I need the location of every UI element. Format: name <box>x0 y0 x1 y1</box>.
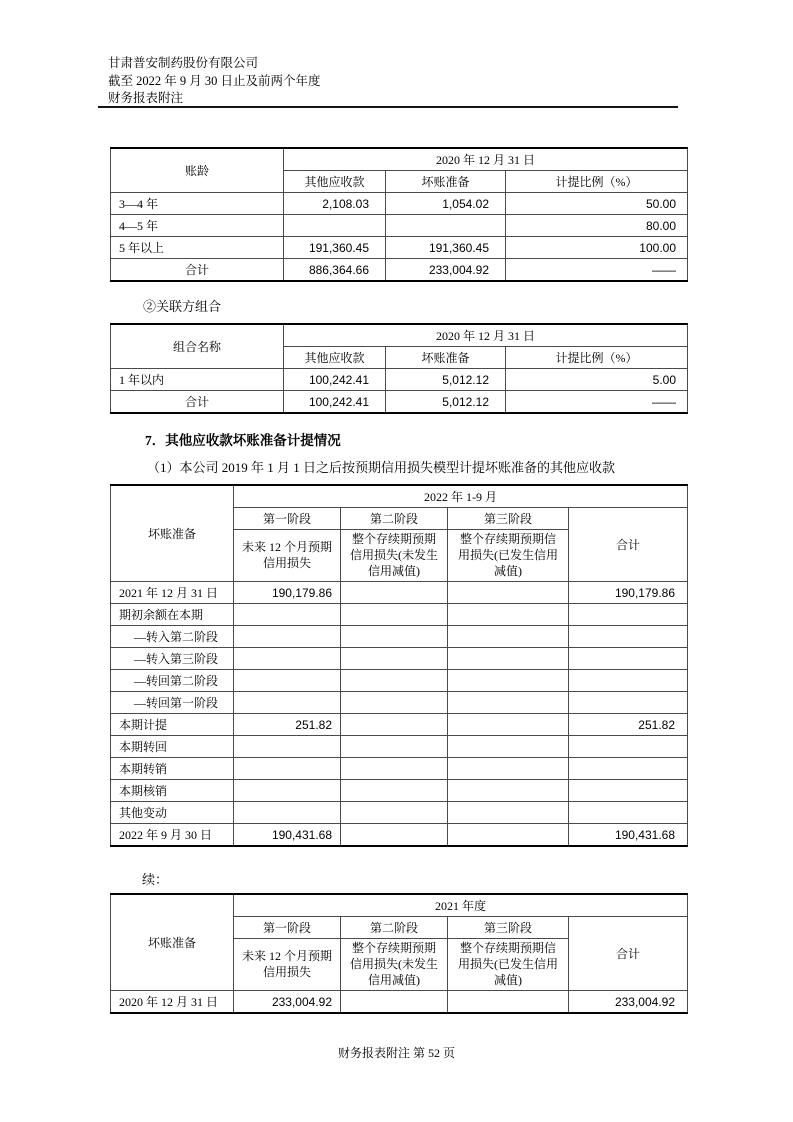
document-header <box>108 55 321 108</box>
stage-description: 未来 12 个月预期信用损失 <box>234 530 341 582</box>
value-cell <box>448 714 569 736</box>
value-cell <box>569 626 688 648</box>
value-cell: 191,360.45 <box>386 237 506 259</box>
value-cell <box>341 802 448 824</box>
table-row <box>111 802 688 824</box>
value-cell <box>448 780 569 802</box>
value-cell: 1,054.02 <box>386 193 506 215</box>
table-row <box>111 692 688 714</box>
table-row <box>111 582 688 604</box>
value-cell <box>341 670 448 692</box>
value-cell <box>234 802 341 824</box>
value-cell <box>448 692 569 714</box>
table-row <box>111 215 688 237</box>
date-header: 2020 年 12 月 31 日 <box>284 148 688 171</box>
column-header: 计提比例（%） <box>506 171 688 193</box>
row-label: 5 年以上 <box>111 237 284 259</box>
stage-description: 整个存续期预期信用损失(已发生信用减值) <box>448 939 569 991</box>
value-cell <box>448 626 569 648</box>
stage-description: 整个存续期预期信用损失(未发生信用减值) <box>341 530 448 582</box>
value-cell <box>448 991 569 1014</box>
row-label: 4—5 年 <box>111 215 284 237</box>
row-label: —转回第一阶段 <box>111 692 234 714</box>
value-cell <box>569 604 688 626</box>
row-label: —转入第二阶段 <box>111 626 234 648</box>
value-cell <box>448 648 569 670</box>
value-cell <box>341 758 448 780</box>
value-cell <box>569 802 688 824</box>
value-cell <box>234 648 341 670</box>
value-cell <box>341 824 448 847</box>
document-title: 财务报表附注 <box>108 91 184 105</box>
table-header-row <box>111 485 688 508</box>
period-header: 2022 年 1-9 月 <box>234 485 688 508</box>
value-cell <box>234 780 341 802</box>
value-cell: 886,364.66 <box>284 259 386 282</box>
table-row <box>111 758 688 780</box>
value-cell <box>386 215 506 237</box>
value-cell <box>448 802 569 824</box>
related-party-heading: ②关联方组合 <box>143 299 222 314</box>
value-cell <box>234 670 341 692</box>
value-cell: 50.00 <box>506 193 688 215</box>
stage-description: 未来 12 个月预期信用损失 <box>234 939 341 991</box>
value-cell <box>569 670 688 692</box>
row-label: 本期转回 <box>111 736 234 758</box>
total-header: 合计 <box>569 917 688 991</box>
reporting-period: 截至 2022 年 9 月 30 日止及前两个年度 <box>108 73 321 88</box>
portfolio-table <box>110 323 688 414</box>
value-cell <box>448 582 569 604</box>
row-label: 本期计提 <box>111 714 234 736</box>
stage-header: 第一阶段 <box>234 917 341 939</box>
value-cell: 5,012.12 <box>386 369 506 391</box>
value-cell: 80.00 <box>506 215 688 237</box>
company-name: 甘肃普安制药股份有限公司 <box>108 56 259 70</box>
value-cell: 251.82 <box>569 714 688 736</box>
total-label: 合计 <box>111 259 284 282</box>
row-label: 期初余额在本期 <box>111 604 234 626</box>
table-total-row <box>111 259 688 282</box>
value-cell <box>569 648 688 670</box>
table-row <box>111 626 688 648</box>
table-header-row <box>111 324 688 347</box>
column-header: 其他应收款 <box>284 171 386 193</box>
stage-description: 整个存续期预期信用损失(未发生信用减值) <box>341 939 448 991</box>
value-cell: 100,242.41 <box>284 391 386 414</box>
value-cell: 190,431.68 <box>234 824 341 847</box>
period-header: 2021 年度 <box>234 894 688 917</box>
value-cell <box>341 991 448 1014</box>
page-footer: 财务报表附注 第 52 页 <box>337 1046 455 1060</box>
row-label: 1 年以内 <box>111 369 284 391</box>
row-label: 2022 年 9 月 30 日 <box>111 824 234 847</box>
table-row <box>111 670 688 692</box>
value-cell <box>341 582 448 604</box>
column-header: 其他应收款 <box>284 347 386 369</box>
value-cell <box>341 780 448 802</box>
value-cell <box>234 758 341 780</box>
value-cell <box>448 670 569 692</box>
value-cell <box>341 692 448 714</box>
value-cell: —— <box>506 259 688 282</box>
value-cell <box>341 648 448 670</box>
value-cell: 2,108.03 <box>284 193 386 215</box>
table-header-row <box>111 148 688 171</box>
column-header: 坏账准备 <box>386 347 506 369</box>
ecl-table-2021 <box>110 893 688 1014</box>
value-cell: 100.00 <box>506 237 688 259</box>
value-cell <box>448 604 569 626</box>
value-cell <box>234 692 341 714</box>
row-label: 其他变动 <box>111 802 234 824</box>
aging-table <box>110 147 688 282</box>
stage-header: 第二阶段 <box>341 508 448 530</box>
corner-header: 坏账准备 <box>111 485 234 582</box>
column-header: 计提比例（%） <box>506 347 688 369</box>
section7-subheading: （1）本公司 2019 年 1 月 1 日之后按预期信用损失模型计提坏账准备的其他应收款 <box>147 460 616 475</box>
table-row <box>111 369 688 391</box>
value-cell: 191,360.45 <box>284 237 386 259</box>
table-row <box>111 237 688 259</box>
value-cell <box>234 736 341 758</box>
value-cell: 190,179.86 <box>234 582 341 604</box>
row-label: 2020 年 12 月 31 日 <box>111 991 234 1014</box>
value-cell <box>284 215 386 237</box>
value-cell <box>341 736 448 758</box>
value-cell: 190,179.86 <box>569 582 688 604</box>
value-cell <box>569 692 688 714</box>
row-label: 2021 年 12 月 31 日 <box>111 582 234 604</box>
value-cell <box>569 780 688 802</box>
stage-header: 第一阶段 <box>234 508 341 530</box>
section7-heading: 7．其他应收款坏账准备计提情况 <box>145 433 341 448</box>
ecl-table-2022 <box>110 484 688 847</box>
table-total-row <box>111 391 688 414</box>
column-header: 坏账准备 <box>386 171 506 193</box>
value-cell: 100,242.41 <box>284 369 386 391</box>
value-cell <box>341 714 448 736</box>
corner-header: 坏账准备 <box>111 894 234 991</box>
value-cell <box>448 758 569 780</box>
table-header-row <box>111 894 688 917</box>
stage-header: 第三阶段 <box>448 508 569 530</box>
continued-label: 续： <box>142 872 169 887</box>
row-label: —转回第二阶段 <box>111 670 234 692</box>
value-cell: 233,004.92 <box>386 259 506 282</box>
table-row <box>111 824 688 847</box>
value-cell <box>569 736 688 758</box>
value-cell: 5.00 <box>506 369 688 391</box>
total-header: 合计 <box>569 508 688 582</box>
value-cell <box>448 824 569 847</box>
value-cell <box>448 736 569 758</box>
value-cell <box>569 758 688 780</box>
value-cell <box>341 604 448 626</box>
table-row <box>111 714 688 736</box>
value-cell <box>234 604 341 626</box>
value-cell <box>341 626 448 648</box>
row-label: 3—4 年 <box>111 193 284 215</box>
stage-header: 第三阶段 <box>448 917 569 939</box>
total-label: 合计 <box>111 391 284 414</box>
row-label: —转入第三阶段 <box>111 648 234 670</box>
stage-description: 整个存续期预期信用损失(已发生信用减值) <box>448 530 569 582</box>
table-row <box>111 991 688 1014</box>
value-cell: 233,004.92 <box>569 991 688 1014</box>
table-row <box>111 193 688 215</box>
value-cell: 190,431.68 <box>569 824 688 847</box>
table-row <box>111 736 688 758</box>
corner-header: 账龄 <box>111 148 284 193</box>
table-row <box>111 604 688 626</box>
row-label: 本期转销 <box>111 758 234 780</box>
table-row <box>111 780 688 802</box>
value-cell: 233,004.92 <box>234 991 341 1014</box>
value-cell <box>234 626 341 648</box>
header-rule <box>98 106 678 108</box>
value-cell: 251.82 <box>234 714 341 736</box>
value-cell: 5,012.12 <box>386 391 506 414</box>
date-header: 2020 年 12 月 31 日 <box>284 324 688 347</box>
stage-header: 第二阶段 <box>341 917 448 939</box>
row-label: 本期核销 <box>111 780 234 802</box>
corner-header: 组合名称 <box>111 324 284 369</box>
table-row <box>111 648 688 670</box>
value-cell: —— <box>506 391 688 414</box>
